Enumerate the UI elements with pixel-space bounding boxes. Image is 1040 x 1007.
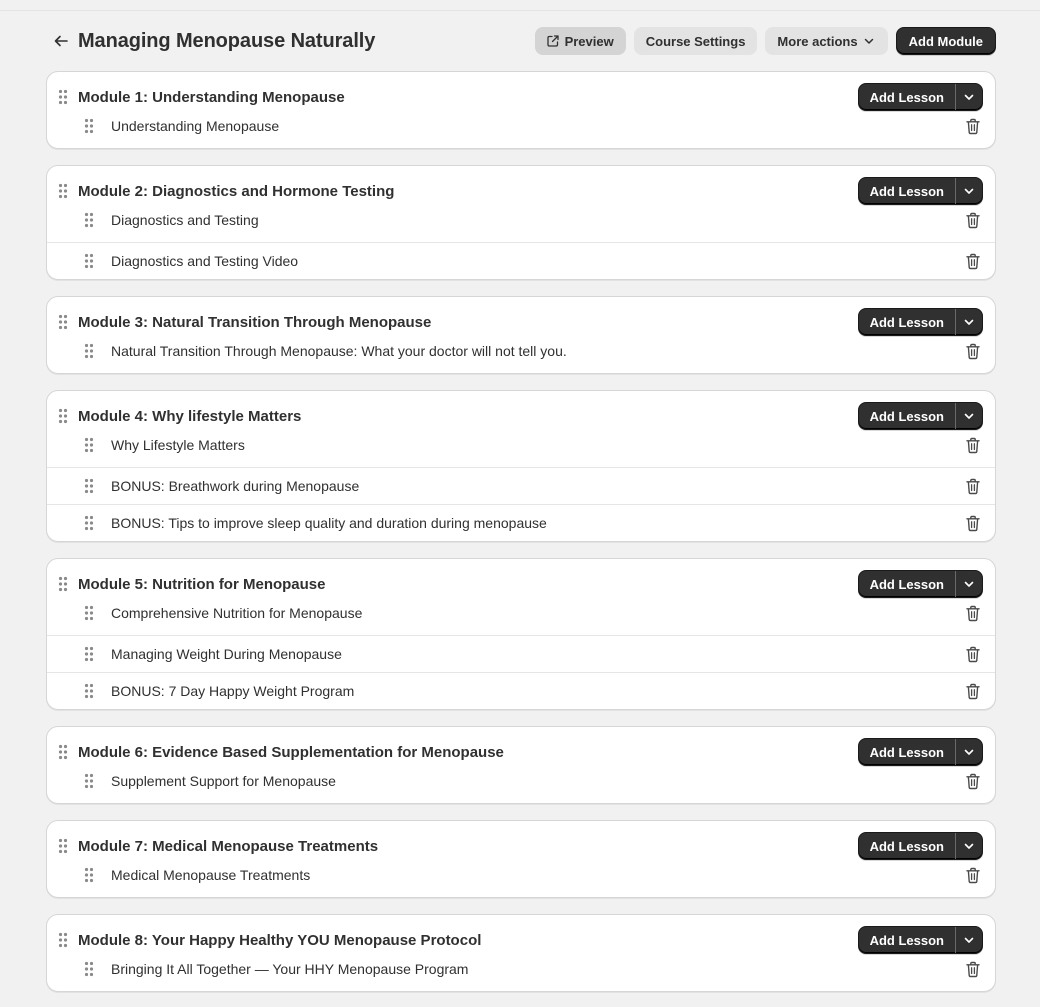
lesson-row[interactable] <box>47 467 995 504</box>
module-drag-handle[interactable] <box>57 407 69 425</box>
add-lesson-split-button <box>858 402 983 430</box>
lesson-list <box>47 339 995 363</box>
drag-handle-icon <box>84 212 94 228</box>
delete-lesson-button[interactable] <box>963 476 983 496</box>
course-settings-label: Course Settings <box>645 33 746 49</box>
add-module-label: Add Module <box>908 33 983 49</box>
lesson-title: Diagnostics and Testing <box>111 212 259 228</box>
drag-handle-icon <box>84 478 94 494</box>
chevron-down-icon <box>962 90 976 104</box>
lesson-title: Diagnostics and Testing Video <box>111 253 299 269</box>
drag-handle-icon <box>84 605 94 621</box>
add-lesson-menu-button[interactable] <box>956 178 982 204</box>
top-divider <box>0 10 1040 11</box>
lesson-list <box>47 863 995 887</box>
preview-label: Preview <box>564 33 614 49</box>
module-card-7 <box>46 820 996 898</box>
lesson-drag-handle[interactable] <box>83 866 95 884</box>
chevron-down-icon <box>962 184 976 198</box>
chevron-down-icon <box>962 577 976 591</box>
trash-icon <box>965 867 981 884</box>
lesson-title: Medical Menopause Treatments <box>111 867 311 883</box>
module-drag-handle[interactable] <box>57 575 69 593</box>
module-card-8 <box>46 914 996 992</box>
add-lesson-menu-button[interactable] <box>956 403 982 429</box>
lesson-row[interactable] <box>47 957 995 981</box>
lesson-list <box>47 114 995 138</box>
trash-icon <box>965 646 981 663</box>
delete-lesson-button[interactable] <box>963 251 983 271</box>
lesson-list <box>47 957 995 981</box>
page-header <box>46 25 996 57</box>
lesson-list <box>47 601 995 709</box>
module-title: Module 5: Nutrition for Menopause <box>78 575 326 593</box>
lesson-row[interactable] <box>47 208 995 232</box>
external-link-icon <box>545 33 561 49</box>
lesson-drag-handle[interactable] <box>83 960 95 978</box>
add-lesson-split-button <box>858 570 983 598</box>
chevron-down-icon <box>962 745 976 759</box>
add-lesson-button[interactable]: Add Lesson <box>859 739 955 765</box>
add-lesson-split-button <box>858 832 983 860</box>
drag-handle-icon <box>58 183 68 199</box>
delete-lesson-button[interactable] <box>963 959 983 979</box>
lesson-drag-handle[interactable] <box>83 514 95 532</box>
drag-handle-icon <box>84 773 94 789</box>
add-lesson-button[interactable]: Add Lesson <box>859 833 955 859</box>
lesson-drag-handle[interactable] <box>83 342 95 360</box>
add-lesson-menu-button[interactable] <box>956 84 982 110</box>
drag-handle-icon <box>84 437 94 453</box>
module-drag-handle[interactable] <box>57 88 69 106</box>
drag-handle-icon <box>58 838 68 854</box>
drag-handle-icon <box>84 867 94 883</box>
chevron-down-icon <box>962 409 976 423</box>
add-lesson-button[interactable]: Add Lesson <box>859 84 955 110</box>
add-lesson-button[interactable]: Add Lesson <box>859 571 955 597</box>
lesson-title: BONUS: Breathwork during Menopause <box>111 478 360 494</box>
lesson-drag-handle[interactable] <box>83 604 95 622</box>
lesson-title: Managing Weight During Menopause <box>111 646 342 662</box>
lesson-drag-handle[interactable] <box>83 645 95 663</box>
module-title: Module 3: Natural Transition Through Menopause <box>78 313 432 331</box>
lesson-title: BONUS: 7 Day Happy Weight Program <box>111 683 355 699</box>
module-title: Module 1: Understanding Menopause <box>78 88 345 106</box>
module-title: Module 8: Your Happy Healthy YOU Menopause Protocol <box>78 931 482 949</box>
lesson-drag-handle[interactable] <box>83 477 95 495</box>
lesson-row[interactable] <box>47 672 995 709</box>
add-lesson-button[interactable]: Add Lesson <box>859 927 955 953</box>
lesson-drag-handle[interactable] <box>83 211 95 229</box>
module-card-4 <box>46 390 996 542</box>
drag-handle-icon <box>84 683 94 699</box>
lesson-row[interactable] <box>47 433 995 457</box>
preview-button[interactable] <box>535 27 626 55</box>
drag-handle-icon <box>58 932 68 948</box>
trash-icon <box>965 118 981 135</box>
lesson-row[interactable] <box>47 769 995 793</box>
module-list <box>46 71 996 992</box>
delete-lesson-button[interactable] <box>963 771 983 791</box>
lesson-title: Supplement Support for Menopause <box>111 773 336 789</box>
trash-icon <box>965 437 981 454</box>
arrow-left-icon <box>53 33 69 49</box>
add-lesson-button[interactable]: Add Lesson <box>859 178 955 204</box>
lesson-list <box>47 208 995 279</box>
lesson-drag-handle[interactable] <box>83 252 95 270</box>
lesson-row[interactable] <box>47 242 995 279</box>
trash-icon <box>965 253 981 270</box>
lesson-list <box>47 769 995 793</box>
add-lesson-button[interactable]: Add Lesson <box>859 309 955 335</box>
back-button[interactable] <box>47 27 75 55</box>
module-card-6 <box>46 726 996 804</box>
lesson-title: Why Lifestyle Matters <box>111 437 245 453</box>
delete-lesson-button[interactable] <box>963 865 983 885</box>
chevron-down-icon <box>962 839 976 853</box>
delete-lesson-button[interactable] <box>963 435 983 455</box>
delete-lesson-button[interactable] <box>963 116 983 136</box>
add-lesson-menu-button[interactable] <box>956 927 982 953</box>
drag-handle-icon <box>84 646 94 662</box>
module-card-5 <box>46 558 996 710</box>
module-card-1 <box>46 71 996 149</box>
course-editor <box>46 25 996 992</box>
lesson-drag-handle[interactable] <box>83 772 95 790</box>
add-module-button[interactable] <box>896 27 996 55</box>
module-drag-handle[interactable] <box>57 931 69 949</box>
module-drag-handle[interactable] <box>57 837 69 855</box>
delete-lesson-button[interactable] <box>963 341 983 361</box>
more-actions-button[interactable] <box>765 27 887 55</box>
add-lesson-menu-button[interactable] <box>956 309 982 335</box>
drag-handle-icon <box>58 576 68 592</box>
module-title: Module 4: Why lifestyle Matters <box>78 407 302 425</box>
lesson-drag-handle[interactable] <box>83 682 95 700</box>
lesson-row[interactable] <box>47 601 995 625</box>
drag-handle-icon <box>58 89 68 105</box>
lesson-row[interactable] <box>47 339 995 363</box>
drag-handle-icon <box>58 314 68 330</box>
drag-handle-icon <box>84 118 94 134</box>
drag-handle-icon <box>58 744 68 760</box>
module-drag-handle[interactable] <box>57 313 69 331</box>
lesson-row[interactable] <box>47 635 995 672</box>
lesson-list <box>47 433 995 541</box>
delete-lesson-button[interactable] <box>963 681 983 701</box>
add-lesson-split-button <box>858 926 983 954</box>
trash-icon <box>965 773 981 790</box>
add-lesson-menu-button[interactable] <box>956 571 982 597</box>
lesson-row[interactable] <box>47 504 995 541</box>
trash-icon <box>965 605 981 622</box>
course-settings-button[interactable] <box>634 27 758 55</box>
lesson-row[interactable] <box>47 114 995 138</box>
lesson-row[interactable] <box>47 863 995 887</box>
lesson-title: Understanding Menopause <box>111 118 280 134</box>
more-actions-label: More actions <box>777 33 858 49</box>
trash-icon <box>965 212 981 229</box>
module-title: Module 6: Evidence Based Supplementation for Menopause <box>78 743 504 761</box>
drag-handle-icon <box>84 253 94 269</box>
add-lesson-menu-button[interactable] <box>956 739 982 765</box>
chevron-down-icon <box>962 933 976 947</box>
trash-icon <box>965 343 981 360</box>
trash-icon <box>965 478 981 495</box>
lesson-title: Bringing It All Together — Your HHY Menopause Program <box>111 961 469 977</box>
add-lesson-menu-button[interactable] <box>956 833 982 859</box>
module-card-3 <box>46 296 996 374</box>
module-drag-handle[interactable] <box>57 743 69 761</box>
add-lesson-split-button <box>858 83 983 111</box>
drag-handle-icon <box>58 408 68 424</box>
delete-lesson-button[interactable] <box>963 644 983 664</box>
module-card-2 <box>46 165 996 280</box>
add-lesson-split-button <box>858 177 983 205</box>
drag-handle-icon <box>84 515 94 531</box>
chevron-down-icon <box>862 34 876 48</box>
lesson-title: Natural Transition Through Menopause: What your doctor will not tell you. <box>111 343 567 359</box>
lesson-title: Comprehensive Nutrition for Menopause <box>111 605 363 621</box>
header-actions <box>535 27 996 55</box>
drag-handle-icon <box>84 961 94 977</box>
drag-handle-icon <box>84 343 94 359</box>
lesson-drag-handle[interactable] <box>83 117 95 135</box>
delete-lesson-button[interactable] <box>963 513 983 533</box>
module-title: Module 2: Diagnostics and Hormone Testing <box>78 182 395 200</box>
chevron-down-icon <box>962 315 976 329</box>
delete-lesson-button[interactable] <box>963 603 983 623</box>
page-title: Managing Menopause Naturally <box>78 29 376 52</box>
delete-lesson-button[interactable] <box>963 210 983 230</box>
add-lesson-button[interactable]: Add Lesson <box>859 403 955 429</box>
add-lesson-split-button <box>858 738 983 766</box>
add-lesson-split-button <box>858 308 983 336</box>
lesson-drag-handle[interactable] <box>83 436 95 454</box>
trash-icon <box>965 683 981 700</box>
module-drag-handle[interactable] <box>57 182 69 200</box>
trash-icon <box>965 961 981 978</box>
module-title: Module 7: Medical Menopause Treatments <box>78 837 379 855</box>
lesson-title: BONUS: Tips to improve sleep quality and duration during menopause <box>111 515 547 531</box>
trash-icon <box>965 515 981 532</box>
